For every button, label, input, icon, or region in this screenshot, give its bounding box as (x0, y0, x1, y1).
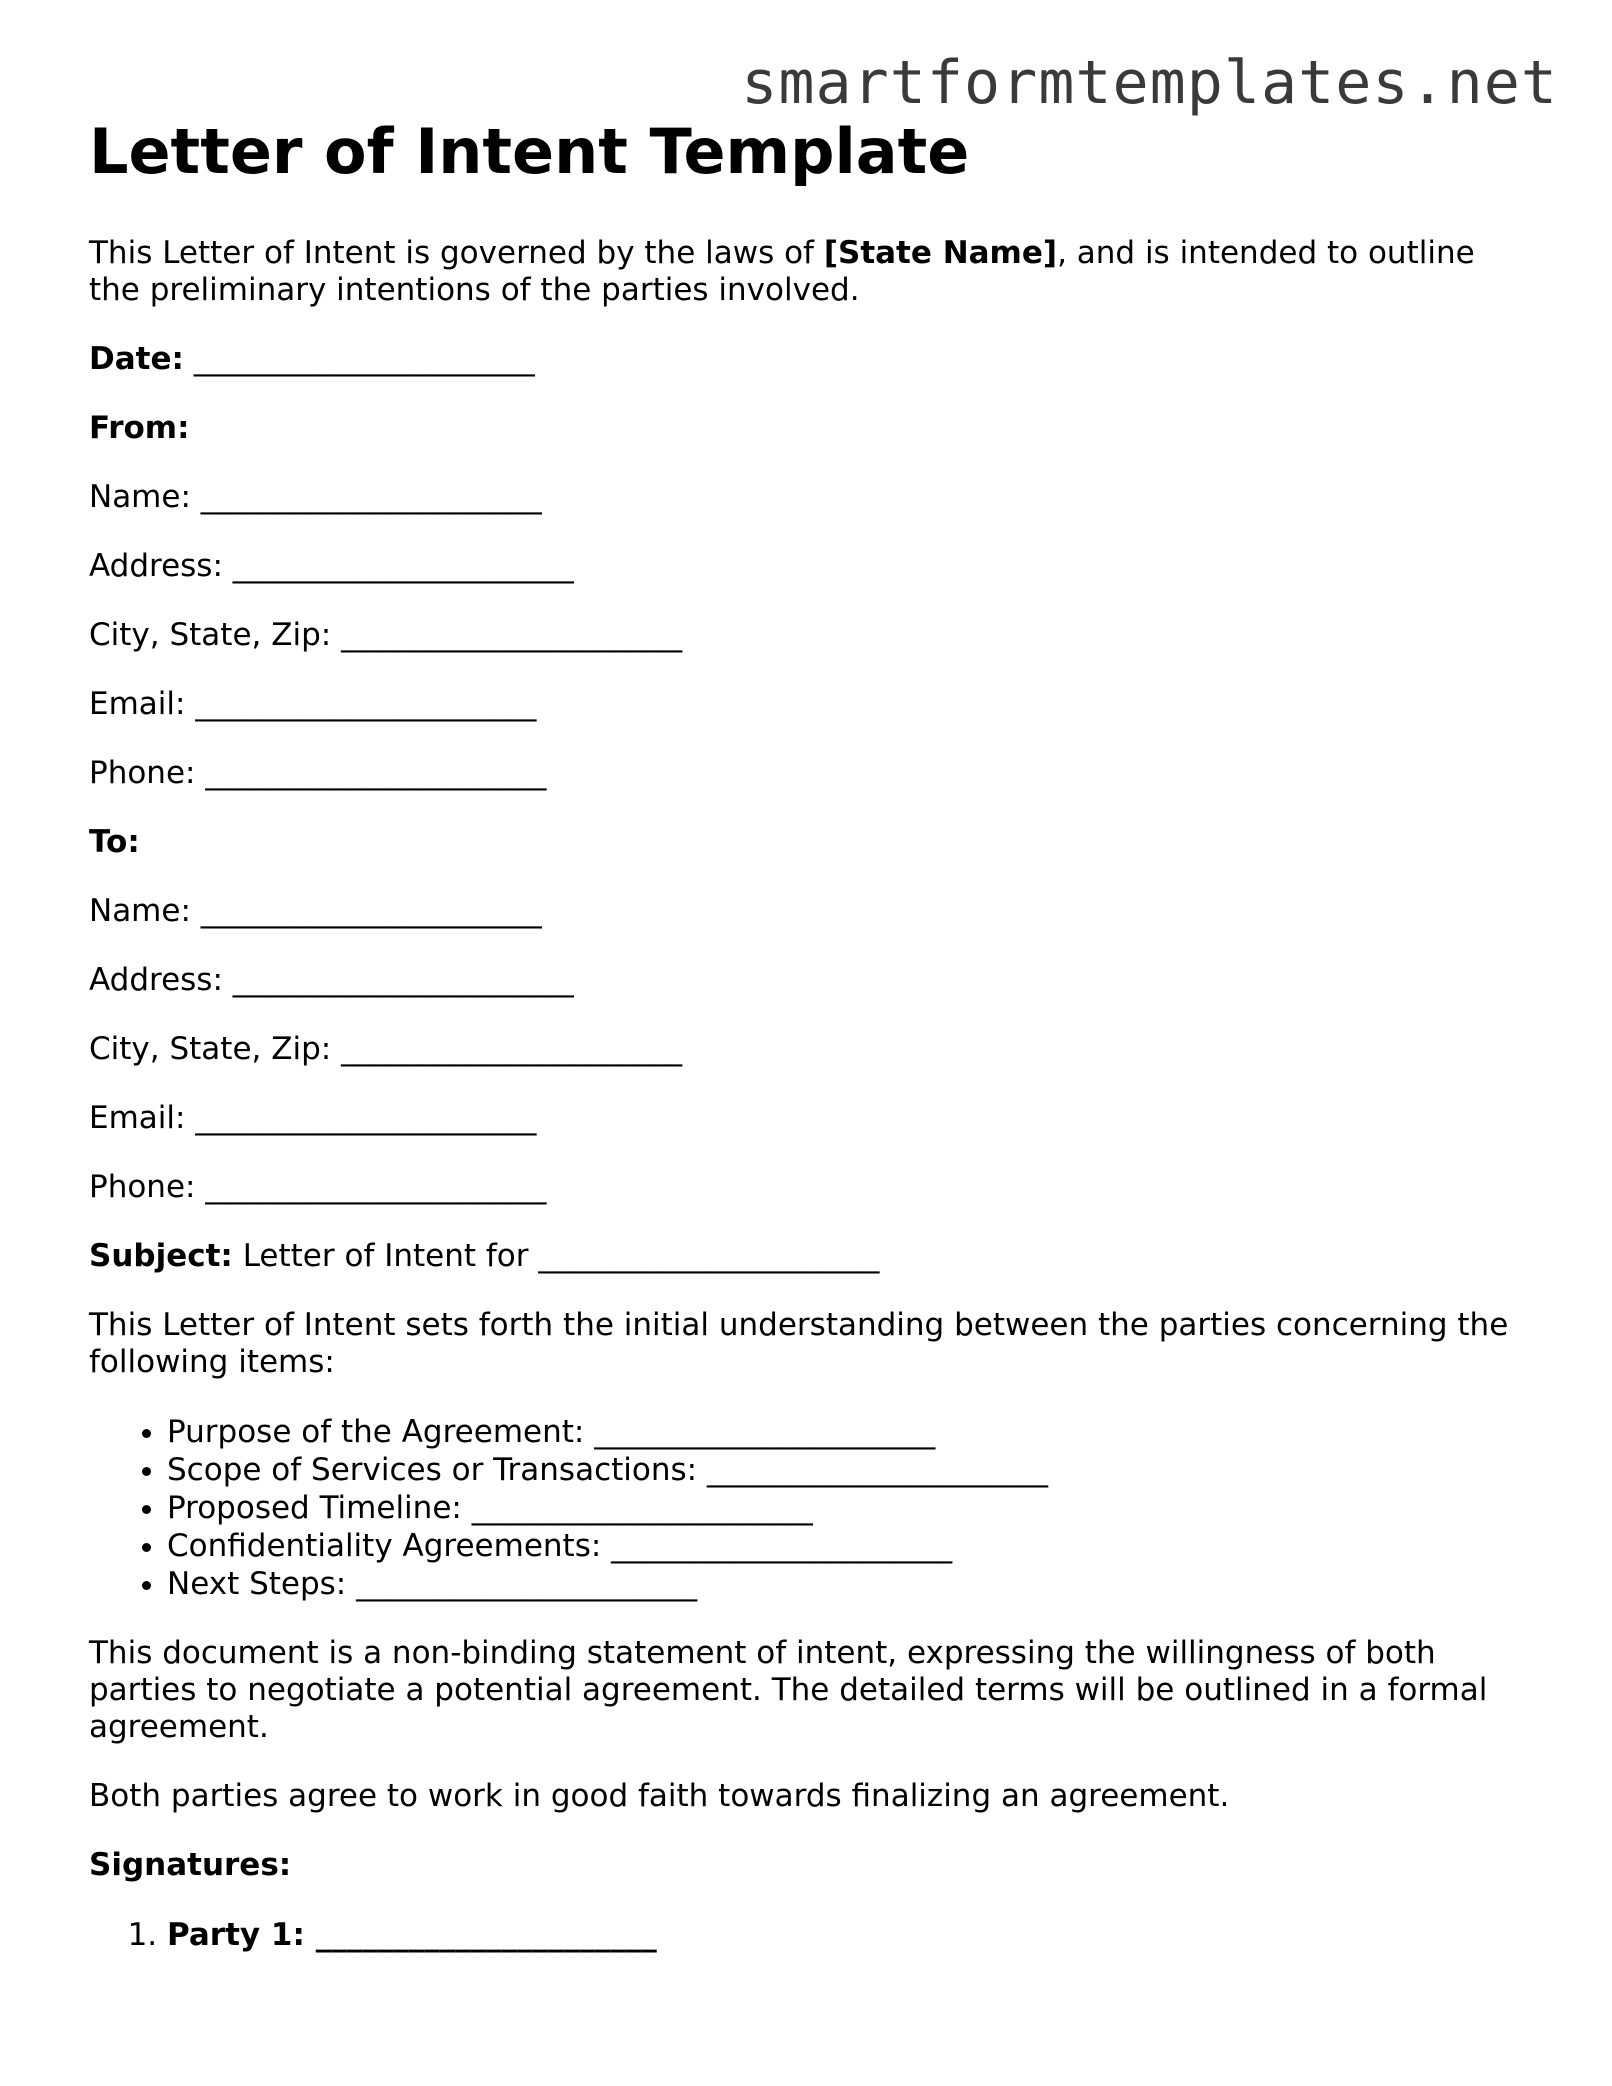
to-name-field: Name: ______________________ (89, 893, 542, 929)
scope-blank[interactable]: ______________________ (706, 1452, 1048, 1488)
to-city-field: City, State, Zip: ______________________ (89, 1031, 683, 1067)
intro-paragraph (89, 235, 1529, 309)
list-item: • Proposed Timeline: ______________________ (167, 1489, 1529, 1527)
date-label: Date: (89, 341, 184, 377)
items-intro-paragraph: This Letter of Intent sets forth the initial understanding between the parties concerning the following items: (89, 1307, 1509, 1380)
to-phone-field: Phone: ______________________ (89, 1169, 547, 1205)
next-steps-blank[interactable]: ______________________ (356, 1566, 698, 1602)
from-city-field: City, State, Zip: ______________________ (89, 617, 683, 653)
to-email-blank[interactable]: ______________________ (195, 1100, 537, 1136)
from-email-blank[interactable]: ______________________ (195, 686, 537, 722)
to-phone-blank[interactable]: ______________________ (205, 1169, 547, 1205)
from-address-field: Address: ______________________ (89, 548, 574, 584)
subject-label: Subject: (89, 1238, 233, 1274)
from-phone-field: Phone: ______________________ (89, 755, 547, 791)
party1-blank[interactable]: ______________________ (315, 1917, 657, 1953)
timeline-blank[interactable]: ______________________ (471, 1490, 813, 1526)
items-list (89, 1413, 1529, 1603)
document-page (89, 112, 1529, 1954)
to-email-field: Email: ______________________ (89, 1100, 537, 1136)
signature-item (167, 1916, 1529, 1954)
to-city-blank[interactable]: ______________________ (341, 1031, 683, 1067)
state-name-placeholder: [State Name] (823, 235, 1058, 271)
from-name-field: Name: ______________________ (89, 479, 542, 515)
from-email-field: Email: ______________________ (89, 686, 537, 722)
from-city-blank[interactable]: ______________________ (341, 617, 683, 653)
document-title: Letter of Intent Template (89, 115, 970, 188)
from-phone-blank[interactable]: ______________________ (205, 755, 547, 791)
list-item: • Confidentiality Agreements: ______________________ (167, 1527, 1529, 1565)
from-heading: From: (89, 410, 190, 446)
to-address-blank[interactable]: ______________________ (232, 962, 574, 998)
signatures-list (89, 1916, 1529, 1954)
to-name-blank[interactable]: ______________________ (200, 893, 542, 929)
to-address-field: Address: ______________________ (89, 962, 574, 998)
intro-text-before: This Letter of Intent is governed by the laws of (89, 235, 824, 271)
from-address-blank[interactable]: ______________________ (232, 548, 574, 584)
subject-field: Subject: Letter of Intent for ______________________ (89, 1238, 880, 1274)
confidentiality-blank[interactable]: ______________________ (611, 1528, 953, 1564)
list-item: • Next Steps: ______________________ (167, 1565, 1529, 1603)
signatures-heading: Signatures: (89, 1847, 292, 1883)
date-field (89, 341, 1529, 378)
from-name-blank[interactable]: ______________________ (200, 479, 542, 515)
purpose-blank[interactable]: ______________________ (594, 1414, 936, 1450)
nonbinding-paragraph: This document is a non-binding statement of intent, expressing the willingness of both parties to negotiate a potential agreement. The detailed terms will be outlined in a formal agreement. (89, 1635, 1488, 1745)
site-watermark: smartformtemplates.net (741, 48, 1558, 118)
subject-blank[interactable]: ______________________ (538, 1238, 880, 1274)
to-heading: To: (89, 824, 140, 860)
good-faith-paragraph: Both parties agree to work in good faith towards finalizing an agreement. (89, 1778, 1230, 1814)
intro-text-after: , and is intended to outline the preliminary intentions of the parties involved. (89, 235, 1475, 308)
date-blank[interactable]: ______________________ (193, 341, 535, 377)
list-item: • Purpose of the Agreement: ______________________ (167, 1413, 1529, 1451)
list-item: • Scope of Services or Transactions: ______________________ (167, 1451, 1529, 1489)
party1-label: Party 1: (167, 1917, 305, 1953)
